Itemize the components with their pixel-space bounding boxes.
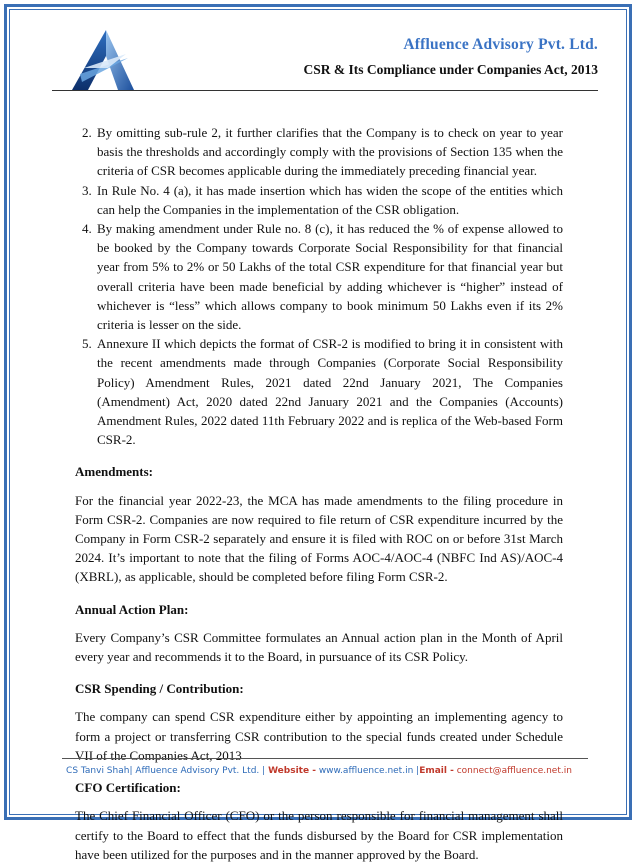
section-body-amendments: For the financial year 2022-23, the MCA has made amendments to the filing procedure in Form CSR-2. Companies are now required to file return of CSR expenditure incurred by the Company in Form CSR-2 separately and ensure it is filed with ROC on or before 31st March 2024. It’s important to note that the filing of Forms AOC-4/AOC-4 (NBFC Ind AS)/AOC-4 (XBRL), as applicable, should be completed before filing Form CSR-2. [75, 492, 563, 585]
document-body [75, 123, 563, 864]
footer-divider [62, 758, 588, 759]
section-heading-annual-action-plan: Annual Action Plan: [75, 601, 189, 617]
section-heading-cfo-certification: CFO Certification: [75, 780, 181, 796]
list-item: 2. By omitting sub-rule 2, it further clarifies that the Company is to check on year to year basis the thresholds and accordingly comply with the provisions of Section 135 when the criteria of CSR becomes applicable during the immediately preceding financial year. [95, 123, 563, 181]
footer-website-label: Website - [268, 766, 316, 776]
section-heading-amendments: Amendments: [75, 464, 153, 480]
footer-separator: | [416, 766, 420, 776]
numbered-list [75, 123, 563, 449]
footer-email-link[interactable]: connect@affluence.net.in [456, 766, 572, 776]
footer-separator: | [262, 766, 266, 776]
footer-separator: | [129, 766, 133, 776]
list-item: 3. In Rule No. 4 (a), it has made insertion which has widen the scope of the entities which can help the Companies in the implementation of the CSR obligation. [95, 181, 563, 219]
section-body-annual-action-plan: Every Company’s CSR Committee formulates an Annual action plan in the Month of April every year and recommends it to the Board, in pursuance of its CSR Policy. [75, 629, 563, 665]
section-body-csr-spending: The company can spend CSR expenditure either by appointing an implementing agency to form a project or transferring CSR contribution to the special funds created under Schedule VII of the Companies Act, 2013 [75, 709, 563, 763]
footer-name: CS Tanvi Shah [66, 766, 130, 776]
footer-email-label: Email - [419, 766, 454, 776]
footer-website-link[interactable]: www.affluence.net.in [318, 766, 414, 776]
company-name: Affluence Advisory Pvt. Ltd. [403, 36, 598, 53]
list-item: 5. Annexure II which depicts the format of CSR-2 is modified to bring it in consistent with the recent amendments made through Companies (Corporate Social Responsibility Policy) Amendment Rules, 2021 dated 22nd January 2021, The Companies (Amendment) Act, 2020 dated 22nd January 2021 and the Companies (Accounts) Amendment Rules, 2022 dated 11th February 2022 and is replica of the Web-based Form CSR-2. [95, 334, 563, 449]
section-heading-csr-spending: CSR Spending / Contribution: [75, 681, 244, 697]
footer-firm: Affluence Advisory Pvt. Ltd. [135, 766, 260, 776]
page-footer [0, 766, 638, 776]
header-divider [52, 90, 598, 91]
section-body-cfo-certification: The Chief Financial Officer (CFO) or the person responsible for financial management shall certify to the Board to effect that the funds disbursed by the Board for CSR implementation have been utilized for the purposes and in the manner approved by the Board. [75, 808, 563, 862]
document-subtitle: CSR & Its Compliance under Companies Act, 2013 [303, 62, 598, 77]
list-item: 4. By making amendment under Rule no. 8 (c), it has reduced the % of expense allowed to be booked by the Company towards Corporate Social Responsibility for that financial year from 5% to 2% or 50 Lakhs of the total CSR expenditure for that financial year but overall criteria have been made beneficial by adding whichever is “higher” instead of whichever is “less” which allows company to book minimum 50 Lakhs even if its 2% criteria is lesser on the side. [95, 219, 563, 334]
triangle-logo-icon [68, 28, 138, 92]
